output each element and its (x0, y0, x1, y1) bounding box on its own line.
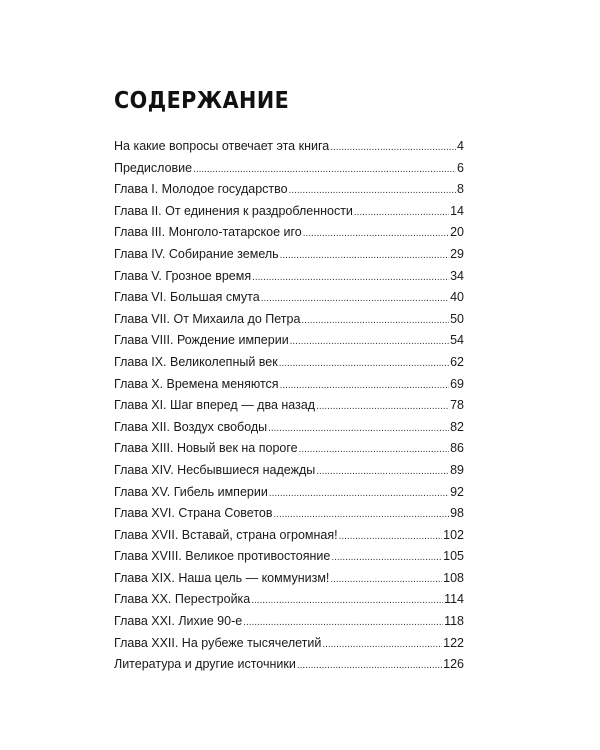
toc-entry-label: Глава IV. Собирание земель (114, 246, 279, 261)
toc-entry-label: Глава XIV. Несбывшиеся надежды (114, 462, 316, 477)
toc-entry-label: Глава II. От единения к раздробленности (114, 203, 353, 218)
toc-entry-page-number: 126 (443, 657, 464, 672)
dot-leader (322, 637, 442, 653)
toc-entry-label: Глава XXII. На рубеже тысячелетий (114, 635, 322, 650)
toc-entry-page-number: 20 (450, 225, 464, 240)
toc-entry-page-number: 14 (450, 203, 464, 218)
toc-entry (114, 419, 464, 441)
toc-entry (114, 656, 464, 678)
dot-leader (268, 421, 449, 437)
dot-leader (316, 399, 449, 415)
toc-entry-page-number: 122 (443, 635, 464, 650)
table-of-contents (114, 138, 464, 678)
toc-entry (114, 613, 464, 635)
toc-entry-page-number: 8 (457, 182, 464, 197)
toc-entry-label: Глава VI. Большая смута (114, 290, 260, 305)
dot-leader (301, 313, 449, 329)
toc-entry (114, 484, 464, 506)
toc-entry (114, 440, 464, 462)
toc-entry-label: Глава VII. От Михаила до Петра (114, 311, 301, 326)
toc-entry (114, 203, 464, 225)
toc-entry-page-number: 40 (450, 290, 464, 305)
toc-entry-label: Глава VIII. Рождение империи (114, 333, 289, 348)
dot-leader (299, 442, 450, 458)
dot-leader (303, 226, 449, 242)
dot-leader (280, 378, 450, 394)
toc-entry-page-number: 34 (450, 268, 464, 283)
dot-leader (252, 270, 449, 286)
toc-entry-page-number: 98 (450, 506, 464, 521)
dot-leader (339, 529, 443, 545)
dot-leader (243, 615, 443, 631)
toc-entry-page-number: 54 (450, 333, 464, 348)
toc-entry (114, 376, 464, 398)
toc-entry-label: Глава IX. Великолепный век (114, 354, 278, 369)
dot-leader (290, 334, 449, 350)
toc-entry (114, 462, 464, 484)
toc-entry-page-number: 105 (443, 549, 464, 564)
toc-entry-label: Глава XIX. Наша цель — коммунизм! (114, 570, 330, 585)
toc-entry-label: Глава XX. Перестройка (114, 592, 251, 607)
dot-leader (331, 550, 442, 566)
toc-entry-label: Глава XI. Шаг вперед — два назад (114, 398, 316, 413)
toc-entry-label: Предисловие (114, 160, 193, 175)
toc-entry-page-number: 6 (457, 160, 464, 175)
toc-entry (114, 354, 464, 376)
toc-entry (114, 311, 464, 333)
toc-entry-label: Глава III. Монголо-татарское иго (114, 225, 302, 240)
toc-entry-label: Глава XII. Воздух свободы (114, 419, 268, 434)
toc-entry (114, 527, 464, 549)
toc-entry-page-number: 4 (457, 139, 464, 153)
toc-entry (114, 548, 464, 570)
toc-entry-page-number: 29 (450, 246, 464, 261)
toc-entry-label: Глава XXI. Лихие 90-е (114, 614, 243, 629)
dot-leader (280, 248, 449, 264)
toc-entry (114, 160, 464, 182)
dot-leader (274, 507, 450, 523)
toc-entry-label: Глава XIII. Новый век на пороге (114, 441, 298, 456)
toc-entry (114, 591, 464, 613)
toc-entry (114, 570, 464, 592)
toc-entry-page-number: 89 (450, 462, 464, 477)
toc-entry-label: Глава XVIII. Великое противостояние (114, 549, 331, 564)
dot-leader (354, 205, 449, 221)
page-title: СОДЕРЖАНИЕ (114, 88, 290, 114)
toc-entry-page-number: 114 (444, 592, 464, 607)
toc-entry-label: Глава X. Времена меняются (114, 376, 279, 391)
dot-leader (297, 658, 442, 674)
dot-leader (279, 356, 449, 372)
toc-entry-label: Глава XV. Гибель империи (114, 484, 268, 499)
toc-entry (114, 246, 464, 268)
toc-entry-page-number: 78 (450, 398, 464, 413)
toc-entry-page-number: 92 (450, 484, 464, 499)
toc-entry (114, 505, 464, 527)
toc-entry (114, 397, 464, 419)
dot-leader (193, 162, 456, 178)
dot-leader (269, 486, 449, 502)
toc-entry (114, 181, 464, 203)
toc-entry (114, 635, 464, 657)
toc-entry-label: Глава I. Молодое государство (114, 182, 288, 197)
toc-entry-page-number: 82 (450, 419, 464, 434)
dot-leader (316, 464, 449, 480)
toc-entry (114, 289, 464, 311)
toc-entry-label: Глава V. Грозное время (114, 268, 252, 283)
toc-entry-page-number: 50 (450, 311, 464, 326)
dot-leader (251, 593, 443, 609)
toc-entry-label: Глава XVII. Вставай, страна огромная! (114, 527, 338, 542)
toc-entry-label: На какие вопросы отвечает эта книга (114, 139, 330, 153)
dot-leader (261, 291, 449, 307)
toc-entry (114, 268, 464, 290)
toc-entry-label: Литература и другие источники (114, 657, 296, 672)
toc-entry-page-number: 102 (443, 527, 464, 542)
toc-entry-page-number: 118 (444, 614, 464, 629)
toc-entry (114, 138, 464, 160)
toc-entry (114, 224, 464, 246)
toc-entry-page-number: 86 (450, 441, 464, 456)
toc-entry-page-number: 108 (443, 570, 464, 585)
toc-entry-label: Глава XVI. Страна Советов (114, 506, 273, 521)
toc-entry-page-number: 62 (450, 354, 464, 369)
dot-leader (330, 140, 456, 156)
toc-entry-page-number: 69 (450, 376, 464, 391)
toc-entry (114, 332, 464, 354)
dot-leader (330, 572, 442, 588)
dot-leader (289, 183, 456, 199)
